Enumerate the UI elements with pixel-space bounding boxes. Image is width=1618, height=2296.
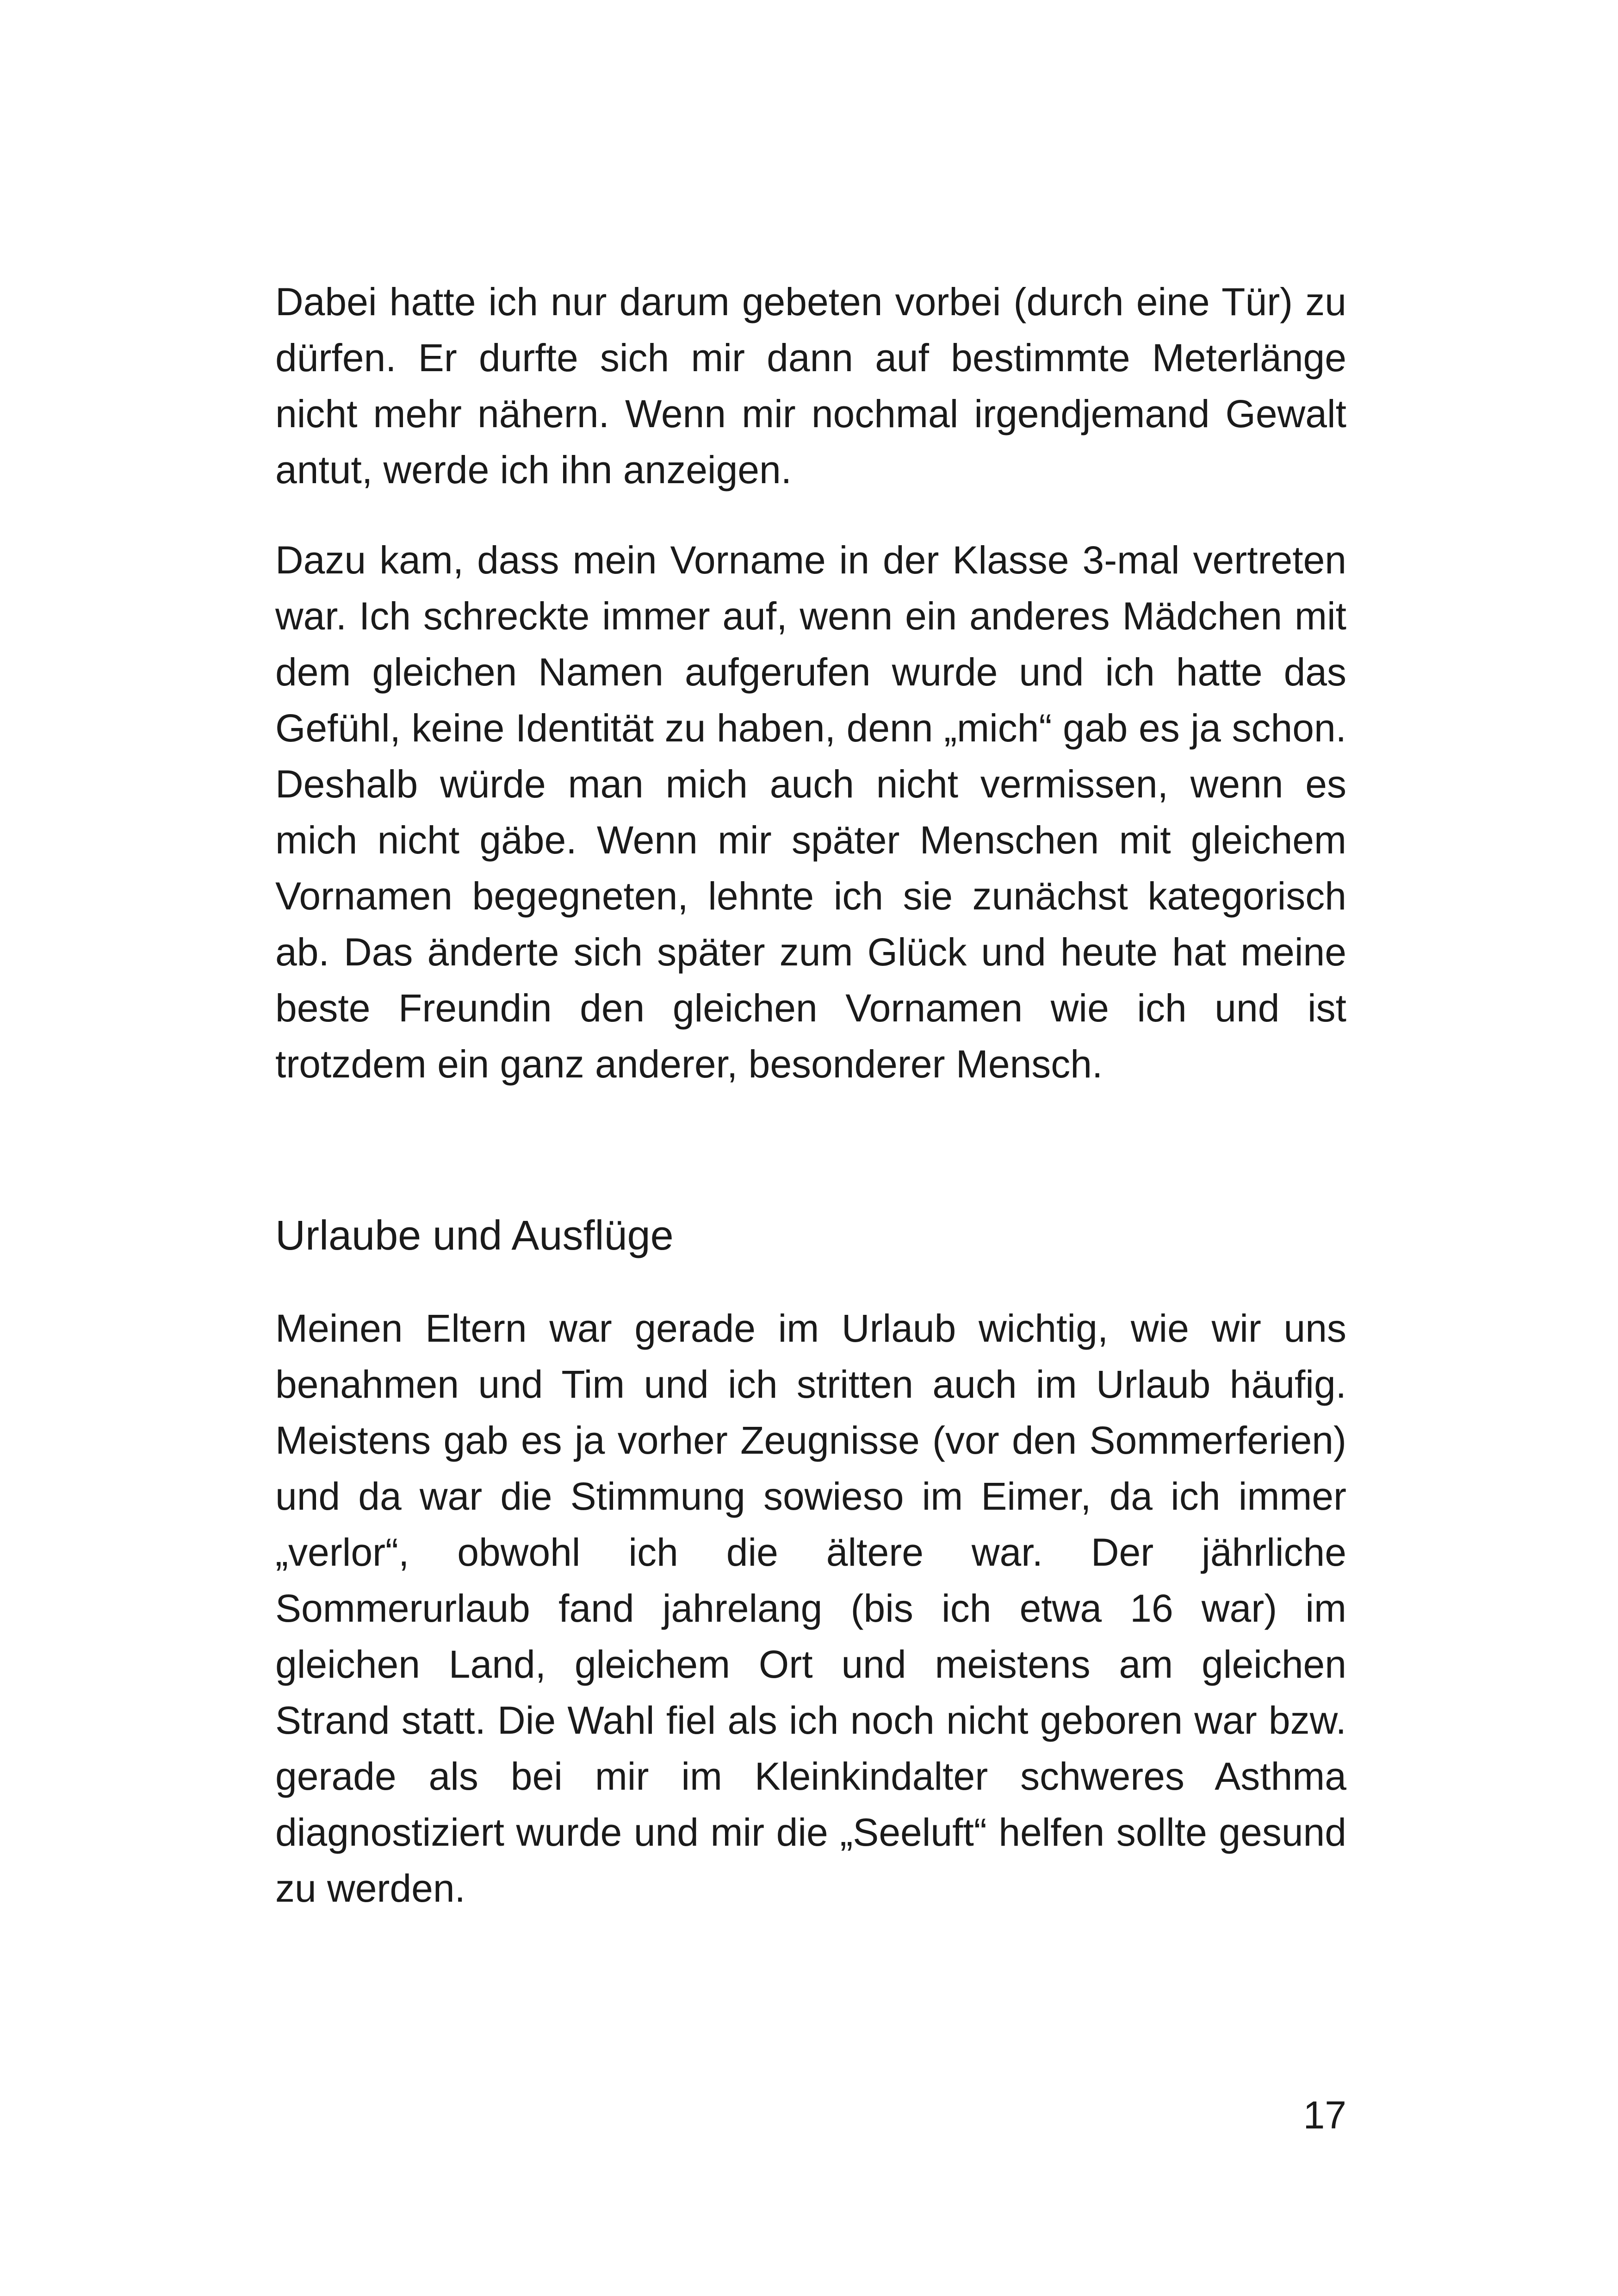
body-paragraph: Dazu kam, dass mein Vorname in der Klasse 3-mal vertreten war. Ich schreckte immer auf, wenn ein anderes Mädchen mit dem gleichen Namen aufgerufen wurde und ich hatte das Gefühl, keine Identität zu haben, denn „mich“ gab es ja schon. Deshalb würde man mich auch nicht vermissen, wenn es mich nicht gäbe. Wenn mir später Menschen mit gleichem Vornamen begegneten, lehnte ich sie zunächst kategorisch ab. Das änderte sich später zum Glück und heute hat meine beste Freundin den gleichen Vornamen wie ich und ist trotzdem ein ganz anderer, besonderer Mensch. bbox=[275, 538, 1346, 1086]
section-paragraph: Meinen Eltern war gerade im Urlaub wichtig, wie wir uns benahmen und Tim und ich stritten auch im Urlaub häufig. Meistens gab es ja vorher Zeugnisse (vor den Sommerferien) und da war die Stimmung sowieso im Eimer, da ich immer „verlor“, obwohl ich die ältere war. Der jährliche Sommerurlaub fand jahrelang (bis ich etwa 16 war) im gleichen Land, gleichem Ort und meistens am gleichen Strand statt. Die Wahl fiel als ich noch nicht geboren war bzw. gerade als bei mir im Kleinkindalter schweres Asthma diagnostiziert wurde und mir die „Seeluft“ helfen sollte gesund zu werden. bbox=[275, 1307, 1346, 1910]
page-number: 17 bbox=[1303, 2093, 1346, 2137]
section-heading: Urlaube und Ausflüge bbox=[275, 1213, 674, 1259]
body-paragraph: Dabei hatte ich nur darum gebeten vorbei (durch eine Tür) zu dürfen. Er durfte sich mir dann auf bestimmte Meterlänge nicht mehr nähern. Wenn mir nochmal irgendjemand Gewalt antut, werde ich ihn anzeigen. bbox=[275, 280, 1346, 492]
